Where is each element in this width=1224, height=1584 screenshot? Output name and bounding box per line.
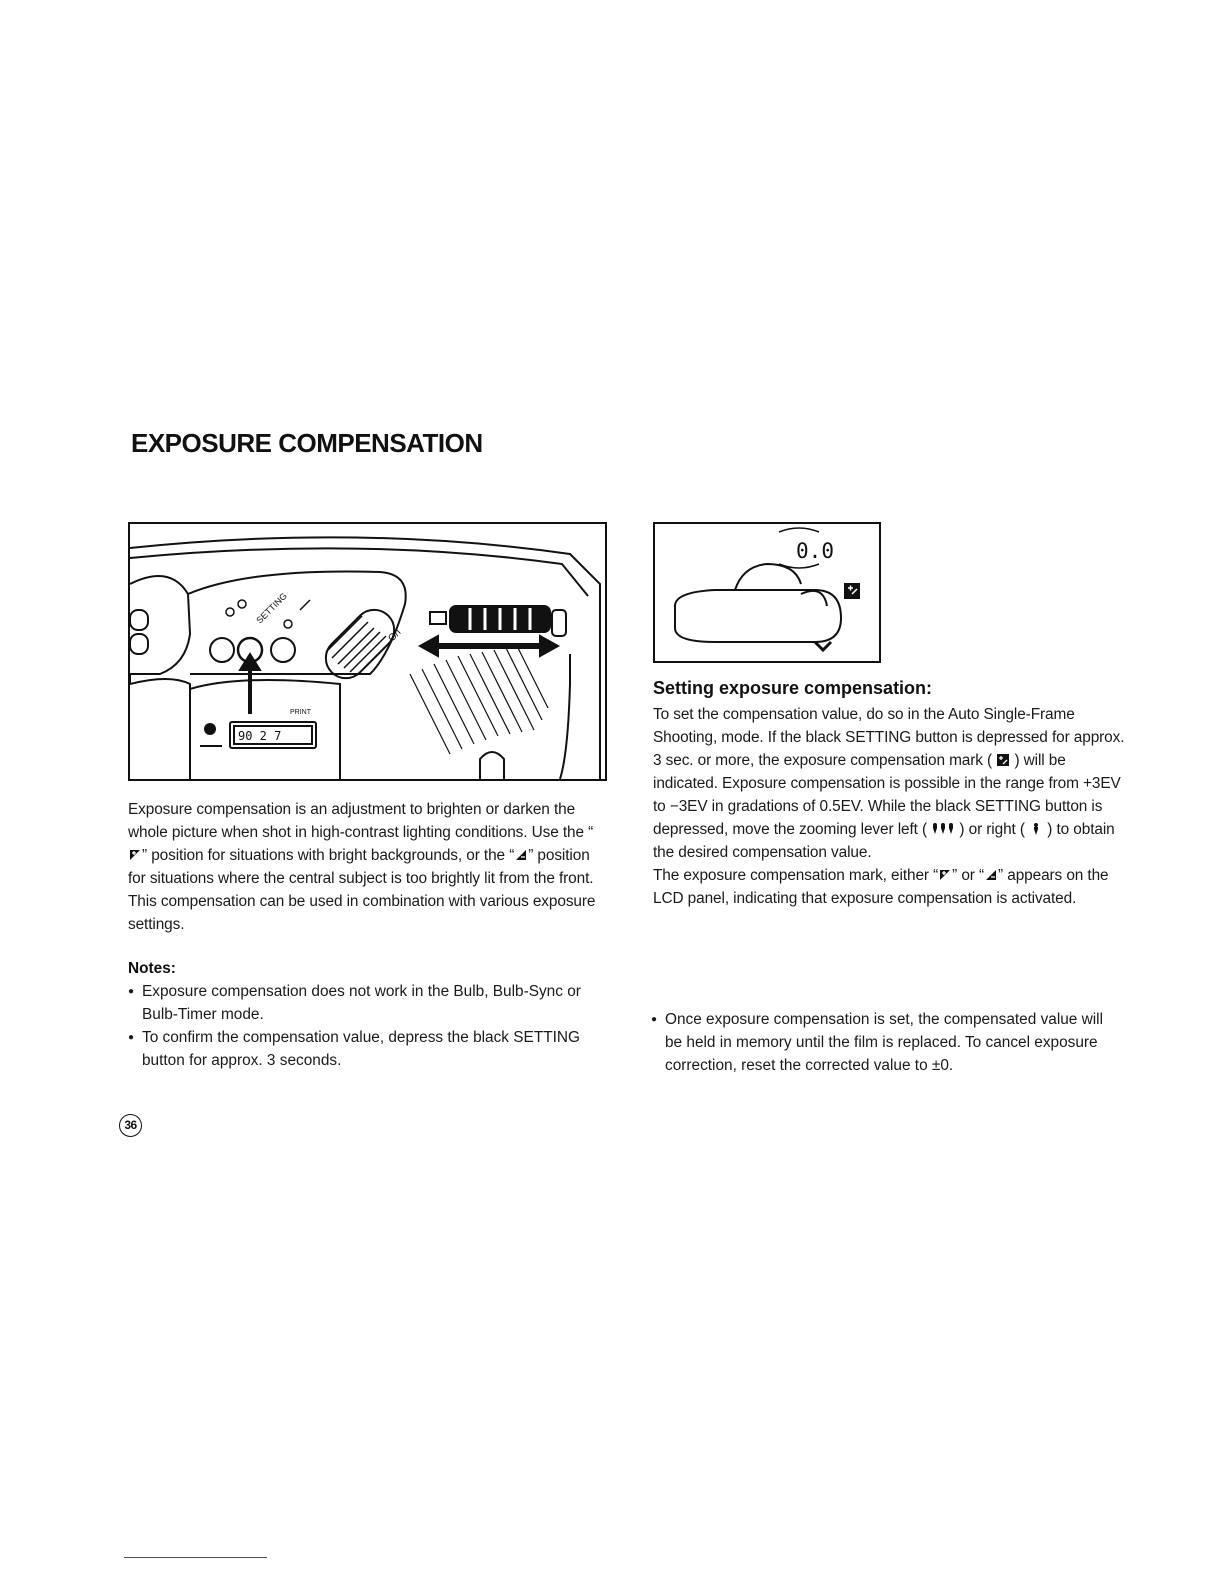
left-column [128,798,598,1072]
exposure-minus-icon [984,868,998,882]
notes-list [128,980,598,1072]
setting-paragraph [653,703,1133,910]
lcd-value: 0.0 [796,539,834,563]
zoom-wide-icon [1029,822,1043,836]
page-title: EXPOSURE COMPENSATION [131,428,483,458]
exposure-plus-icon [996,753,1010,767]
setting-text-6: ” or “ [952,867,985,884]
list-item: ● To confirm the compensation value, depress the black SETTING button for approx. 3 seconds. [128,1026,598,1072]
intro-text-3: ” position for situations where the central subject is too brightly lit from the front. This compensation can be used in combination with various exposure settings. [128,847,596,933]
onoff-label: O/I [386,626,404,645]
page-number: 36 [119,1114,142,1137]
setting-text-4: ) to obtain the desired compensation value. [653,821,1115,861]
right-notes-list [651,1008,1121,1077]
setting-text-3: ) or right ( [959,821,1025,838]
zoom-tele-icon [931,822,955,836]
camera-top-illustration [128,522,607,781]
right-notes [651,1008,1121,1077]
svg-text:90 2 7: 90 2 7 [238,729,282,743]
setting-label: SETTING [254,590,290,626]
setting-text-7: ” appears on the LCD panel, indicating that exposure compensation is activated. [653,867,1109,907]
intro-text-2: ” position for situations with bright backgrounds, or the “ [142,847,515,864]
setting-text-2: ) will be indicated. Exposure compensation is possible in the range from +3EV to −3EV in gradations of 0.5EV. While the black SETTING button is depressed, move the zooming lever left ( [653,752,1121,838]
exposure-plus-icon [938,868,952,882]
section-heading: Setting exposure compensation: [653,678,933,698]
setting-text-1: To set the compensation value, do so in the Auto Single-Frame Shooting, mode. If the black SETTING button is depressed for approx. 3 sec. or more, the exposure compensation mark ( [653,706,1125,769]
intro-text-1: Exposure compensation is an adjustment to brighten or darken the whole picture when shot in high-contrast lighting conditions. Use the “ [128,801,594,841]
exposure-minus-icon [514,848,528,862]
list-item: ● Once exposure compensation is set, the compensated value will be held in memory until the film is replaced. To cancel exposure correction, reset the corrected value to ±0. [651,1008,1121,1077]
print-label: PRINT [290,709,311,716]
setting-text-5: The exposure compensation mark, either “ [653,867,939,884]
intro-paragraph [128,798,598,936]
footer-divider [124,1557,267,1558]
list-item: ● Exposure compensation does not work in the Bulb, Bulb-Sync or Bulb-Timer mode. [128,980,598,1026]
right-column [653,678,1133,910]
exposure-plus-icon [128,848,142,862]
notes-heading: Notes: [128,960,176,977]
